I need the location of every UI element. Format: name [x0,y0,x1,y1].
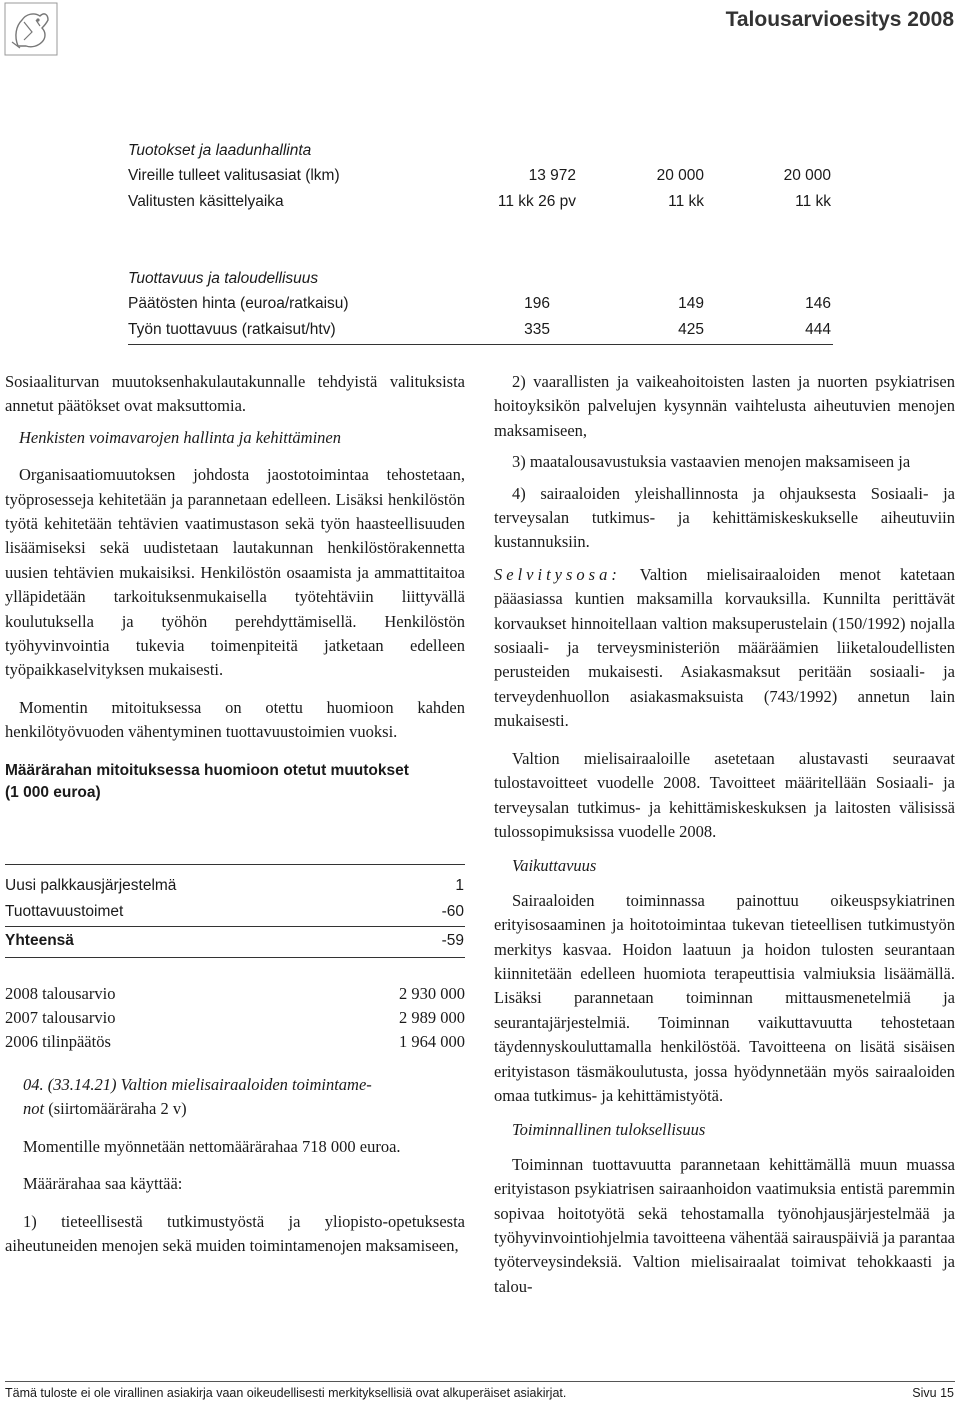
paragraph: Valtion mielisairaaloille asetetaan alustavasti seuraavat tulostavoitteet vuodelle 2008. Tavoitteet määritellään Sosiaali- ja terveysalan tutkimus- ja kehittämiskeskuksen ja laitosten välisissä tulossopimuksissa vuodelle 2008. [494,748,955,841]
paragraph: Momentille myönnetään nettomäärärahaa 718 000 euroa. [23,1136,401,1156]
table-bottom-rule [128,344,833,345]
moment-heading-line [23,1097,465,1121]
selvitysosa-text: Valtion mielisairaaloiden menot katetaan pääasiassa kuntien maksamilla korvauksilla. Kunnilta perittävät korvaukset hinnoitellaan valtion maksuperustelain (150/1992) nojalla sosiaali- ja terveysministeriön määräämien liiketaloudellisten perusteiden mukaisesti. Asiakasmaksut peritään sosiaali- ja terveydenhuollon asiakasmaksuista (743/1992) annetun lain mukaisesti. [494,564,955,731]
row-label: 2008 talousarvio [5,984,116,1003]
table-bottom-rule [5,957,465,958]
cell-value: 2 989 000 [399,1008,465,1027]
row-label: 2006 tilinpäätös [5,1032,111,1051]
paragraph: Toiminnan tuottavuutta parannetaan kehittämällä muun muassa erityistason psykiatrisen sairaanhoidon vaatimuksia entistä paremmin sopivaa hoitotyötä sekä tehostamalla työnohjausjärjestelmää ja työhyvinvointiohjelmia tavoitteena vähentää sairauspäiviä ja parantaa työterveysindeksiä. Valtion mielisairaalat toimivat tehokkaasti ja talou- [494,1154,955,1296]
paragraph: Sairaaloiden toiminnassa painottuu oikeuspsykiatrinen erityisosaaminen ja hoitotoimintaa tukevan tieteellisen tutkimustyön merkitys kasvaa. Hoidon laatuun ja hoidon tulosten seurantaan kiinnitetään edelleen huomiota terapeuttisia valmiuksia lisäämällä. Lisäksi parannetaan toiminnan mittausmenetelmiä ja seurantajärjestelmiä. Toiminnan vaikuttavuutta tehostetaan täydennyskouluttamalla henkilöstöä. Tavoitteena on lisätä sisäisen erityistason täsmäkoulutusta, jossa hyödynnetään myös sairaaloiden omaa tutkimus- ja kehittämistyötä. [494,890,955,1105]
cell-value: 2 930 000 [399,984,465,1003]
row-label: Valitusten käsittelyaika [128,193,284,210]
cell-value: 11 kk [795,193,831,210]
row-label: Päätösten hinta (euroa/ratkaisu) [128,295,349,312]
cell-value: -59 [441,932,464,949]
paragraph: Organisaatiomuutoksen johdosta jaostotoimintaa tehostetaan, työprosesseja kehitetään ja parannetaan edelleen. Lisäksi henkilöstön työtä kehitetään tehtävien vaatimustason sekä työn haasteellisuuden lisäämiseksi sekä uudistetaan lautakunnan henkilöstörakennetta uusien tehtävien mukaisiksi. Henkilöstön osaamista ja ammattitaitoa ylläpidetään tarkoituksenmukaisella työtehtäviin liittyvällä koulutuksella ja työhön perehdyttämisellä. Henkilöstön työhyvinvointia tukevia toimenpiteitä jatketaan edelleen työpaikkaselvityksen mukaisesti. [5,465,465,680]
paragraph: Määrärahaa saa käyttää: [23,1174,183,1194]
footer-rule [5,1381,955,1382]
row-label: Tuottavuustoimet [5,903,124,920]
table-top-rule [5,864,465,865]
moment-section [5,1073,465,1258]
cell-value: 335 [524,321,550,338]
list-item: 3) maatalousavustuksia vastaavien menojen maksamiseen ja [512,452,911,472]
row-label: Vireille tulleet valitusasiat (lkm) [128,167,340,184]
row-label: Yhteensä [5,932,74,949]
moment-heading-italic: not [23,1099,45,1119]
moment-heading-type: (siirtomääräraha 2 v) [44,1099,187,1119]
cell-value: 1 964 000 [399,1032,465,1051]
moment-heading-line: 04. (33.14.21) Valtion mielisairaaloiden toimintame- [23,1075,372,1094]
footer-note: Tämä tuloste ei ole virallinen asiakirja vaan oikeudellisesti merkityksellisiä ovat alkuperäiset asiakirjat. [5,1386,567,1400]
cell-value: 146 [805,295,831,312]
row-label: Työn tuottavuus (ratkaisut/htv) [128,321,336,338]
cell-value: 1 [455,877,464,894]
cell-value: 13 972 [528,167,576,184]
paragraph [494,563,955,734]
paragraph: Sosiaaliturvan muutoksenhakulautakunnalle tehdyistä valituksista annetut päätökset ovat maksuttomia. [5,372,465,416]
table-mid-rule [5,926,465,927]
moment-heading [5,1073,465,1122]
coat-of-arms-logo [4,2,58,56]
cell-value: -60 [441,903,464,920]
cell-value: 11 kk 26 pv [497,193,576,210]
cell-value: 20 000 [656,167,704,184]
changes-title-line: (1 000 euroa) [5,783,101,801]
document-title: Talousarvioesitys 2008 [725,8,954,31]
cell-value: 444 [805,321,831,338]
list-item: 2) vaarallisten ja vaikeahoitoisten lasten ja nuorten psykiatrisen hoitoyksikön palvelujen kysynnän vaihtelusta aiheutuvien menojen maksamiseen, [494,372,955,440]
cell-value: 425 [678,321,704,338]
right-column [494,370,955,1299]
list-item: 4) sairaaloiden yleishallinnosta ja ohjauksesta Sosiaali- ja terveysalan tutkimus- ja kehittämiskeskukselle aiheutuviin kustannuksiin. [494,483,955,552]
changes-table-title [5,760,465,804]
cell-value: 149 [678,295,704,312]
page-number: Sivu 15 [912,1386,954,1400]
table-section-title: Tuotokset ja laadunhallinta [128,142,312,159]
lion-crest-icon [4,2,58,56]
section-heading: Henkisten voimavarojen hallinta ja kehittäminen [19,427,341,447]
table-section-title: Tuottavuus ja taloudellisuus [128,270,319,287]
section-heading: Toiminnallinen tuloksellisuus [512,1120,706,1140]
cell-value: 20 000 [783,167,831,184]
cell-value: 11 kk [668,193,704,210]
cell-value: 196 [524,295,550,312]
left-column [5,370,465,804]
row-label: 2007 talousarvio [5,1008,116,1027]
paragraph: 1) tieteellisestä tutkimustyöstä ja yliopisto-opetuksesta aiheutuneiden menojen sekä muiden toimintamenojen maksamiseen, [5,1211,465,1256]
row-label: Uusi palkkausjärjestelmä [5,877,177,894]
section-heading: Vaikuttavuus [512,856,597,876]
selvitysosa-label: Selvitysosa: [494,564,621,584]
paragraph: Momentin mitoituksessa on otettu huomioon kahden henkilötyövuoden vähentyminen tuottavuustoimien vuoksi. [5,697,465,742]
changes-title-line: Määrärahan mitoituksessa huomioon otetut muutokset [5,761,409,779]
